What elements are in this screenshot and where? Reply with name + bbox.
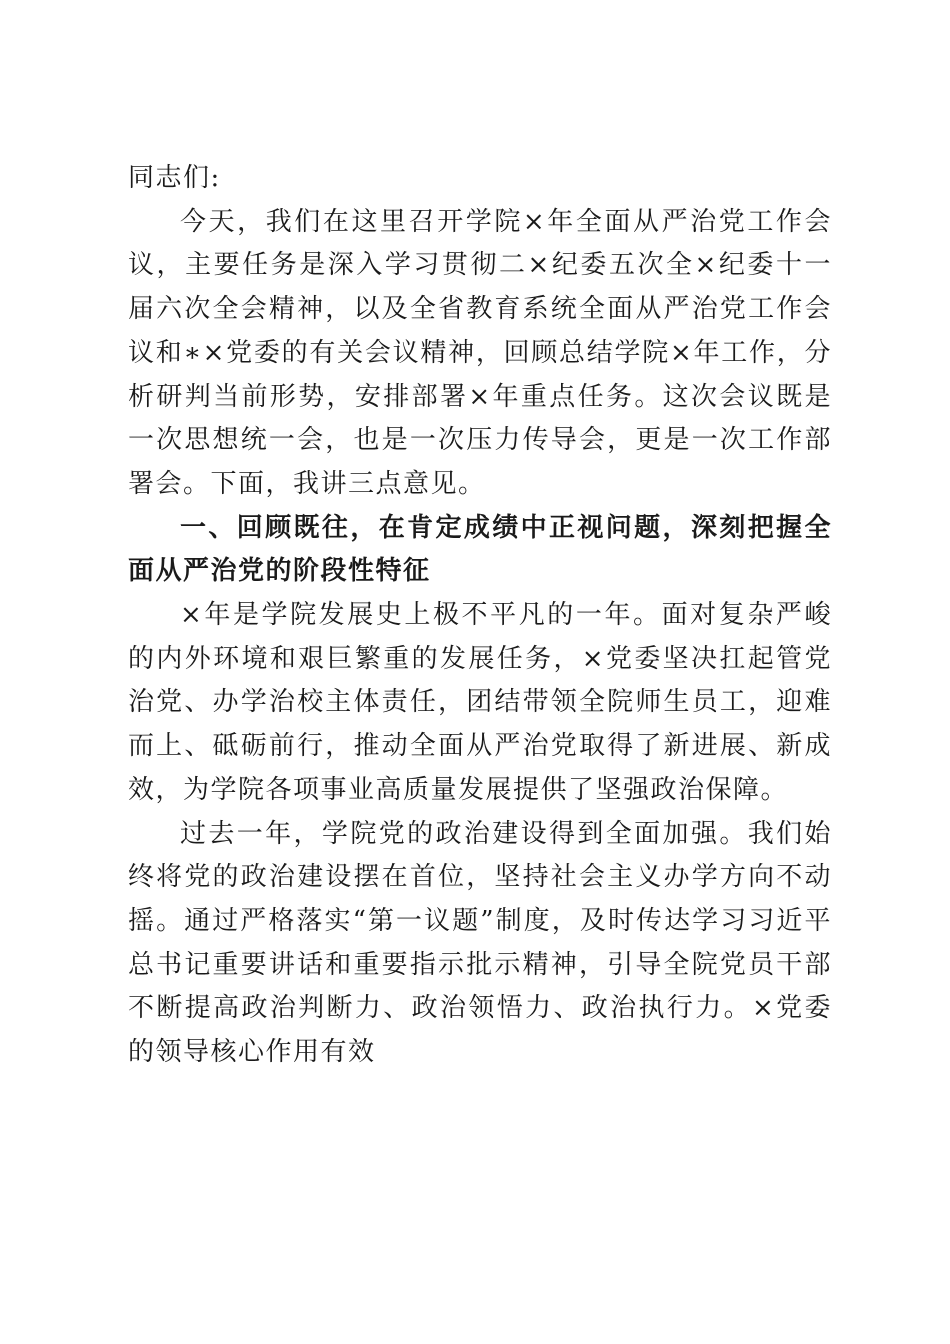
section-paragraph-1: ×年是学院发展史上极不平凡的一年。面对复杂严峻的内外环境和艰巨繁重的发展任务，×党委坚决扛起管党治党、办学治校主体责任，团结带领全院师生员工，迎难而上、砥砺前行，推动全面从严治党取得了新进展、新成效，为学院各项事业高质量发展提供了坚强政治保障。 <box>128 600 832 805</box>
section-paragraph-2: 过去一年，学院党的政治建设得到全面加强。我们始终将党的政治建设摆在首位，坚持社会主义办学方向不动摇。通过严格落实“第一议题”制度，及时传达学习习近平总书记重要讲话和重要指示批示精神，引导全院党员干部不断提高政治判断力、政治领悟力、政治执行力。×党委的领导核心作用有效 <box>128 818 832 1068</box>
section-heading: 一、回顾既往，在肯定成绩中正视问题，深刻把握全面从严治党的阶段性特征 <box>128 512 832 587</box>
document-body <box>128 157 832 1075</box>
greeting: 同志们: <box>128 163 221 193</box>
opening-paragraph: 今天，我们在这里召开学院×年全面从严治党工作会议，主要任务是深入学习贯彻二×纪委五次全×纪委十一届六次全会精神，以及全省教育系统全面从严治党工作会议和∗×党委的有关会议精神，回顾总结学院×年工作，分析研判当前形势，安排部署×年重点任务。这次会议既是一次思想统一会，也是一次压力传导会，更是一次工作部署会。下面，我讲三点意见。 <box>128 206 832 499</box>
